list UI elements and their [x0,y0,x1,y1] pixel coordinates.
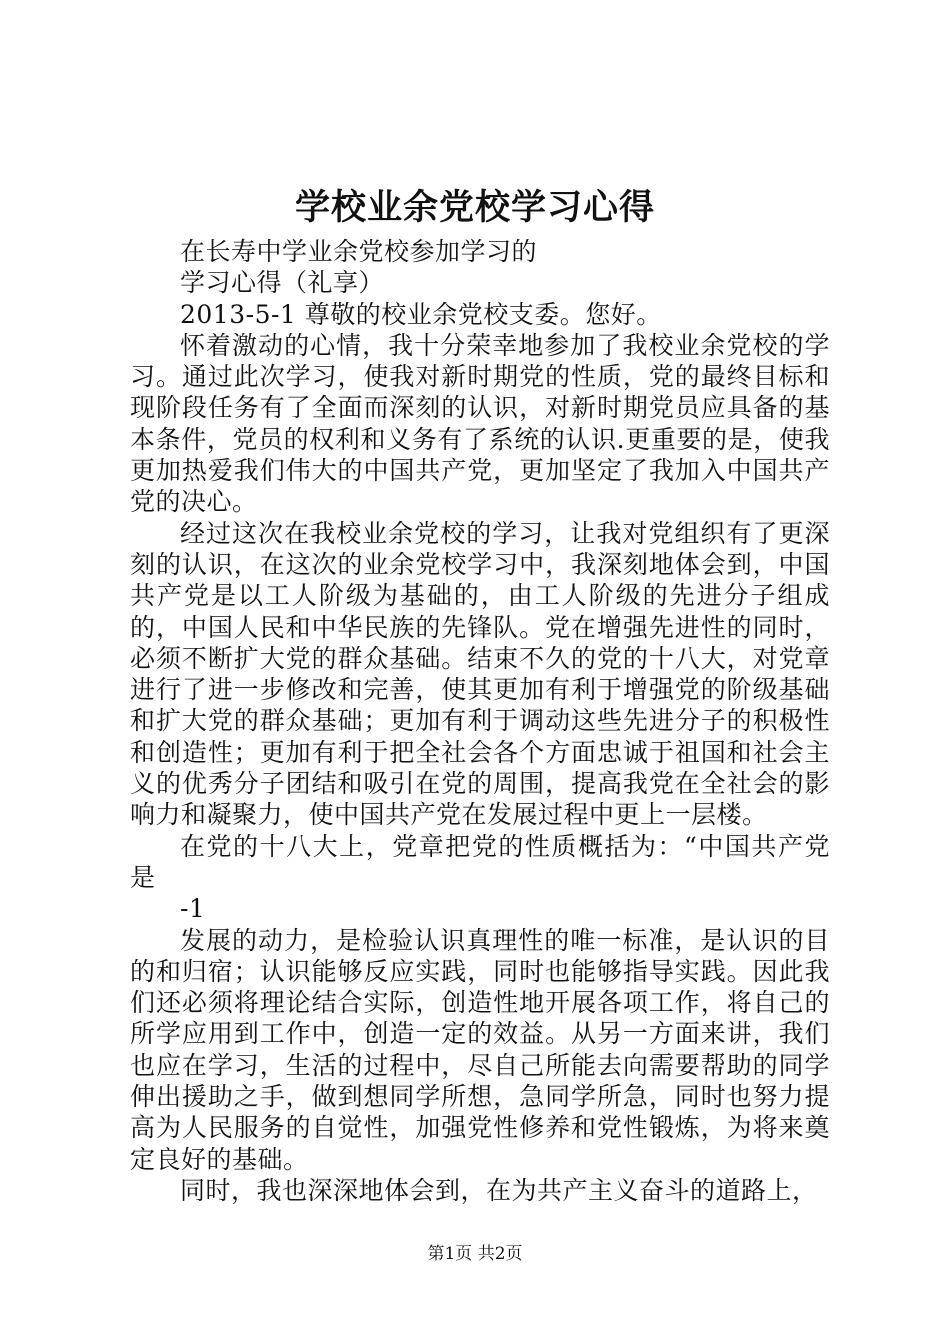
paragraph: 在党的十八大上，党章把党的性质概括为：“中国共产党是 [130,831,830,892]
paragraph: 发展的动力，是检验认识真理性的唯一标准，是认识的目的和归宿；认识能够反应实践，同时也能够指导实践。因此我们还必须将理论结合实际，创造性地开展各项工作，将自己的所学应用到工作中，创造一定的效益。从另一方面来讲，我们也应在学习，生活的过程中，尽自己所能去向需要帮助的同学伸出援助之手，做到想同学所想，急同学所急，同时也努力提高为人民服务的自觉性，加强党性修养和党性锻炼，为将来奠定良好的基础。 [130,925,830,1174]
paragraph: 2013-5-1 尊敬的校业余党校支委。您好。 [180,299,662,329]
paragraph: 学习心得（礼享） [180,268,385,298]
page-footer: 第1页 共2页 [427,1244,523,1264]
document-body [130,236,830,1206]
paragraph: -1 [180,894,206,924]
document-title: 学校业余党校学习心得 [294,187,655,228]
paragraph: 怀着激动的心情，我十分荣幸地参加了我校业余党校的学习。通过此次学习，使我对新时期党的性质，党的最终目标和现阶段任务有了全面而深刻的认识，对新时期党员应具备的基本条件，党员的权利和义务有了系统的认识.更重要的是，使我更加热爱我们伟大的中国共产党，更加坚定了我加入中国共产党的决心。 [130,330,830,517]
paragraph: 在长寿中学业余党校参加学习的 [180,237,538,266]
paragraph: 同时，我也深深地体会到，在为共产主义奋斗的道路上， [180,1175,818,1205]
paragraph: 经过这次在我校业余党校的学习，让我对党组织有了更深刻的认识，在这次的业余党校学习中，我深刻地体会到，中国共产党是以工人阶级为基础的，由工人阶级的先进分子组成的，中国人民和中华民族的先锋队。党在增强先进性的同时，必须不断扩大党的群众基础。结束不久的党的十八大，对党章进行了进一步修改和完善，使其更加有利于增强党的阶级基础和扩大党的群众基础；更加有利于调动这些先进分子的积极性和创造性；更加有利于把全社会各个方面忠诚于祖国和社会主义的优秀分子团结和吸引在党的周围，提高我党在全社会的影响力和凝聚力，使中国共产党在发展过程中更上一层楼。 [130,518,830,830]
